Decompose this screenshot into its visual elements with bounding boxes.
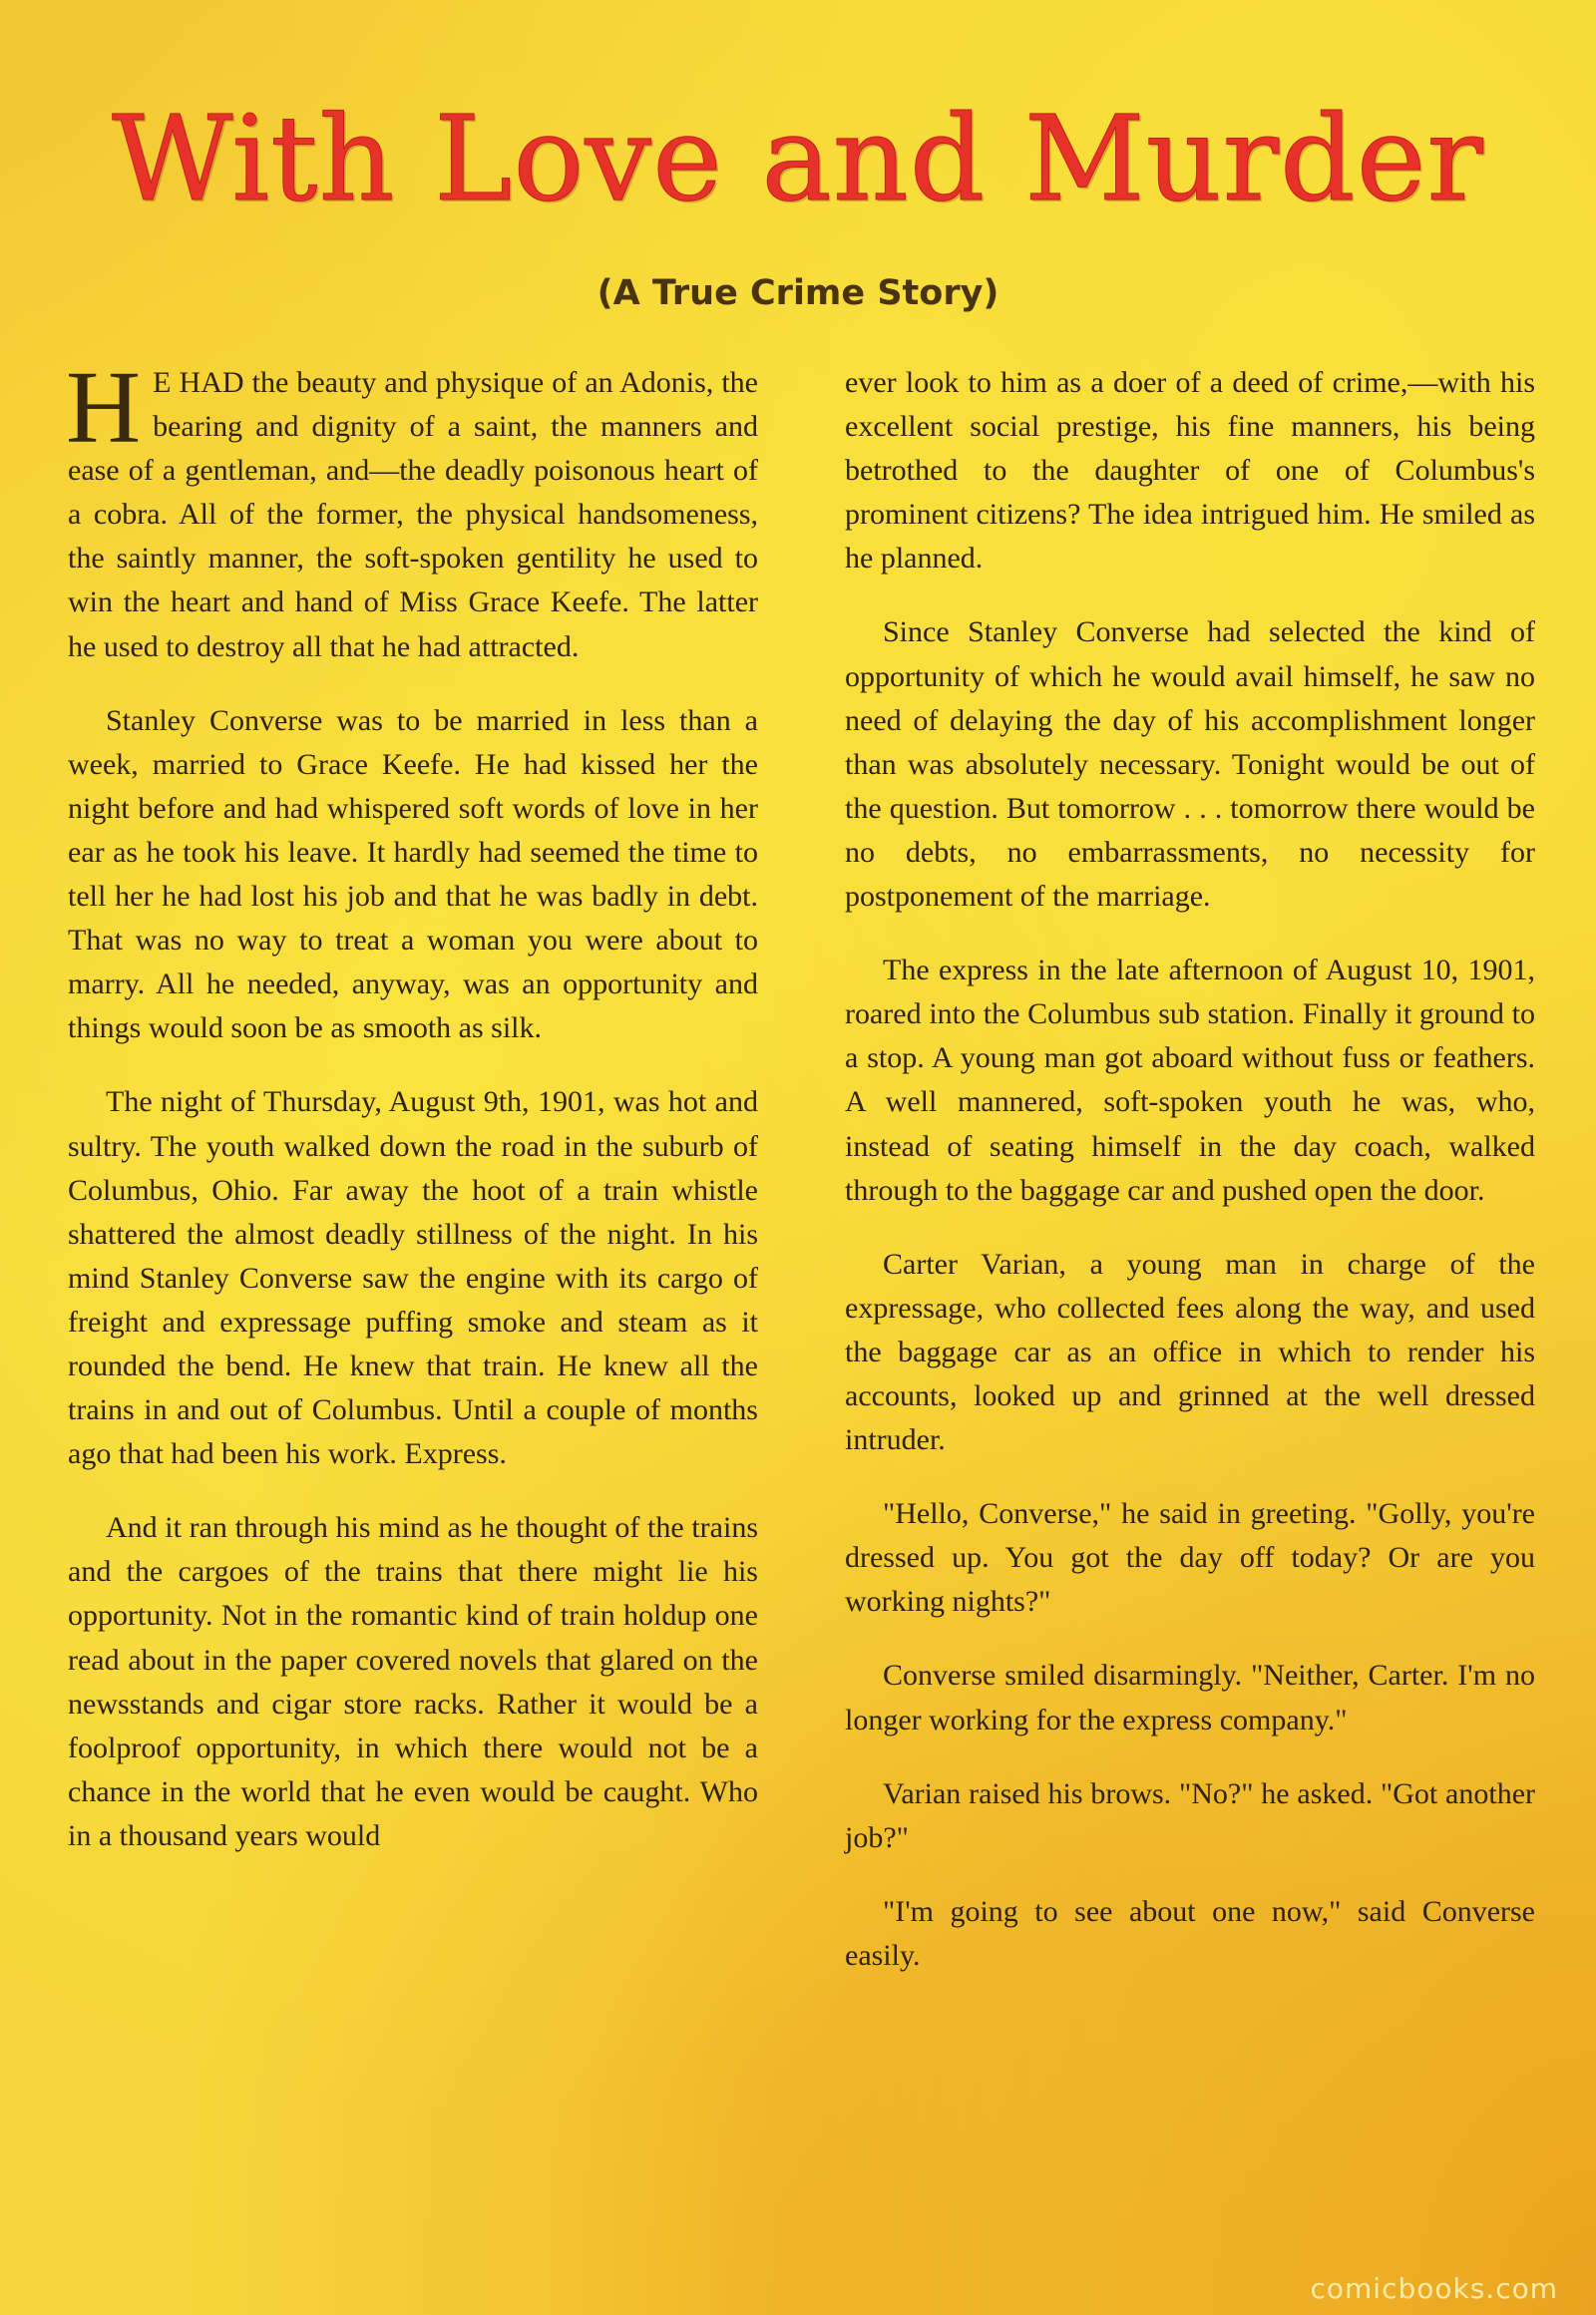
paragraph: Varian raised his brows. "No?" he asked. "Got another job?" bbox=[845, 1776, 1535, 1854]
paragraph: Carter Varian, a young man in charge of the expressage, who collected fees along the way, and used the baggage car as an office in which to render his accounts, looked up and grinned at the well dressed intruder. bbox=[845, 1247, 1535, 1457]
watermark: comicbooks.com bbox=[1310, 2272, 1558, 2305]
paragraph: And it ran through his mind as he thought of the trains and the cargoes of the trains that there might lie his opportunity. Not in the romantic kind of train holdup one read about in the paper covered novels that glared on the newsstands and cigar store racks. Rather it would be a foolproof opportunity, in which there would not be a chance in the world that he even would be caught. Who in a thousand years would bbox=[68, 1511, 758, 1852]
paragraph: Converse smiled disarmingly. "Neither, Carter. I'm no longer working for the express company." bbox=[845, 1659, 1535, 1736]
drop-cap: H bbox=[66, 350, 142, 465]
story-title: With Love and Murder bbox=[112, 90, 1484, 227]
opening-paragraph-text: E HAD the beauty and physique of an Adonis, the bearing and dignity of a saint, the manners and ease of a gentleman, and—the deadly poisonous heart of a cobra. All of the former, the physical handsomeness, the saintly manner, the soft-spoken gentility he used to win the heart and hand of Miss Grace Keefe. The latter he used to destroy all that he had attracted. bbox=[68, 366, 758, 663]
story-subtitle: (A True Crime Story) bbox=[597, 273, 999, 313]
paragraph: "I'm going to see about one now," said Converse easily. bbox=[845, 1894, 1535, 1972]
paragraph: Stanley Converse was to be married in less than a week, married to Grace Keefe. He had kissed her the night before and had whispered soft words of love in her ear as he took his leave. It hardly had seemed the time to tell her he had lost his job and that he was badly in debt. That was no way to treat a woman you were about to marry. All he needed, anyway, was an opportunity and things would soon be as smooth as silk. bbox=[68, 703, 758, 1045]
continued-paragraph: ever look to him as a doer of a deed of crime,—with his excellent social prestige, his fine manners, his being betrothed to the daughter of one of Columbus's prominent citizens? The idea intrigued him. He smiled as he planned. bbox=[845, 366, 1535, 576]
left-column bbox=[66, 350, 758, 1888]
paragraph: The night of Thursday, August 9th, 1901, was hot and sultry. The youth walked down the road in the suburb of Columbus, Ohio. Far away the hoot of a train whistle shattered the almost deadly stillness of the night. In his mind Stanley Converse saw the engine with its cargo of freight and expressage puffing smoke and steam as it rounded the bend. He knew that train. He knew all the trains in and out of Columbus. Until a couple of months ago that had been his work. Express. bbox=[68, 1085, 758, 1471]
right-column bbox=[845, 361, 1535, 2008]
paragraph: Since Stanley Converse had selected the kind of opportunity of which he would avail himself, he saw no need of delaying the day of his accomplishment longer than was absolutely necessary. Tonight would be out of the question. But tomorrow . . . tomorrow there would be no debts, no embarrassments, no necessity for postponement of the marriage. bbox=[845, 615, 1535, 914]
paragraph: The express in the late afternoon of August 10, 1901, roared into the Columbus sub station. Finally it ground to a stop. A young man got aboard without fuss or feathers. A well mannered, soft-spoken youth he was, who, instead of seating himself in the day coach, walked through to the baggage car and pushed open the door. bbox=[845, 954, 1535, 1207]
opening-paragraph bbox=[66, 350, 758, 669]
paragraph: "Hello, Converse," he said in greeting. "Golly, you're dressed up. You got the day off today? Or are you working nights?" bbox=[845, 1497, 1535, 1619]
